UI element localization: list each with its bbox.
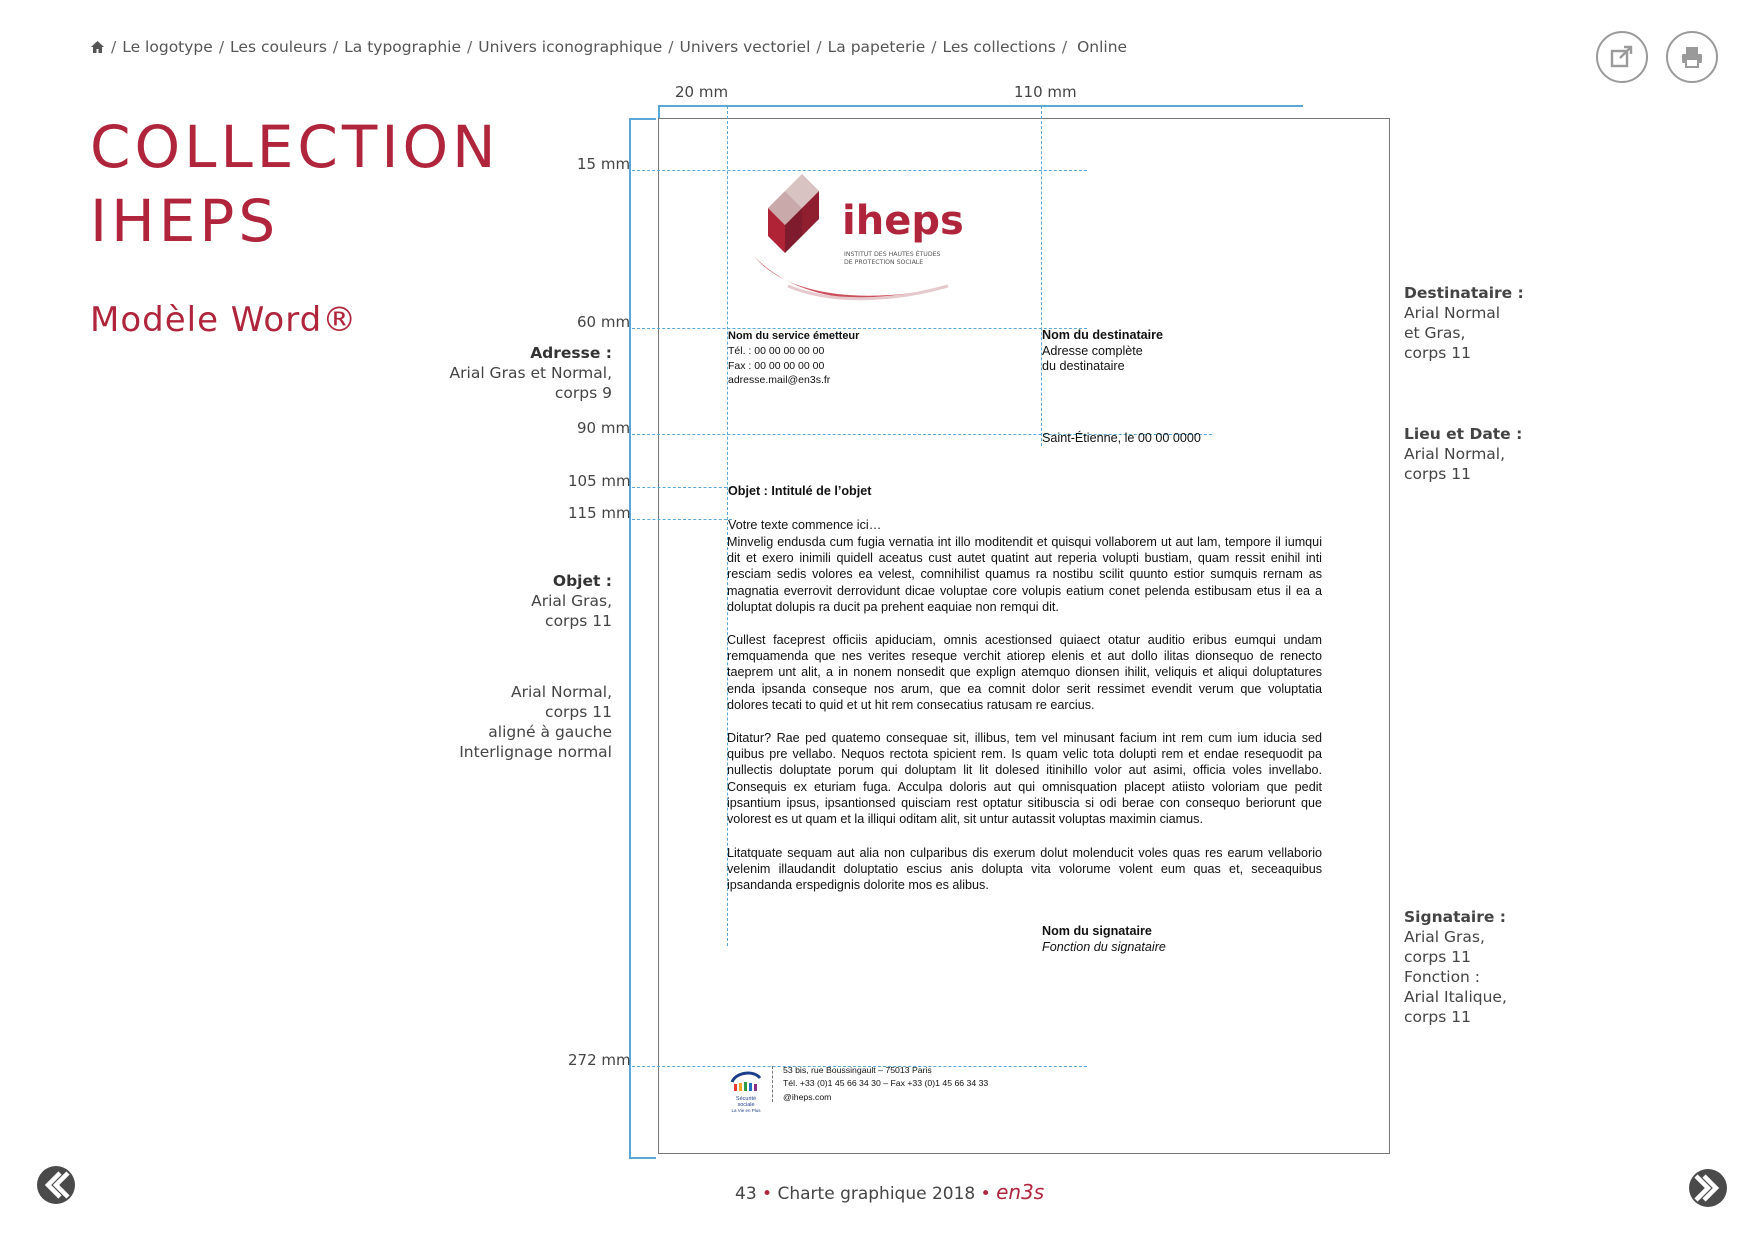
note-adresse-line-1: Arial Gras et Normal, <box>449 364 612 382</box>
letter-intro: Votre texte commence ici… <box>728 518 882 532</box>
breadcrumb-item-logotype[interactable]: Le logotype <box>122 38 213 56</box>
sender-name: Nom du service émetteur <box>728 330 860 342</box>
recipient-address-1: Adresse complète <box>1042 344 1143 358</box>
note-texte <box>380 682 612 762</box>
signatory-role: Fonction du signataire <box>1042 940 1166 954</box>
guide-105mm <box>632 487 732 488</box>
dim-115mm: 115 mm <box>568 504 631 522</box>
iheps-logo <box>748 168 978 313</box>
breadcrumb: / Le logotype / Les couleurs / La typographie / Univers iconographique / Univers vectoriel / La papeterie / Les collections / Online <box>90 38 1127 56</box>
sender-tel: Tél. : 00 00 00 00 00 <box>728 345 825 357</box>
note-destinataire-line-3: corps 11 <box>1404 344 1471 362</box>
signatory-name: Nom du signataire <box>1042 924 1152 938</box>
en3s-logo: en3s <box>996 1180 1045 1204</box>
note-objet-line-1: Arial Gras, <box>531 592 612 610</box>
home-icon[interactable] <box>90 40 105 54</box>
page-footer: 43 • Charte graphique 2018 • en3s <box>735 1180 1045 1204</box>
breadcrumb-item-papeterie[interactable]: La papeterie <box>827 38 926 56</box>
letter-paragraph-1: Minvelig endusda cum fugia vernatia int illo moditendit et quisqui vollaborem ut aut lam, tempore il iumqui dit et exero inimili quidell aceatus cust autet quatint aut reperia volupti bustiam, quam ressit enihil inti resciam sedis volores ea velest, comnihilist quamus ra nostibu scilit quunto estior sumquis rernam as magnatia everrovit derrovidunt dicae voluptae core volupis eatium conet pelenda estibusam etus il ea a doluptat dolupis ra ducit pa prehent eaquiae non remqui dit. <box>727 535 1322 614</box>
arrow-left-icon <box>36 1165 76 1205</box>
recipient-name: Nom du destinataire <box>1042 328 1164 342</box>
footer-tel: Tél. +33 (0)1 45 66 34 30 – Fax +33 (0)1 45 66 34 33 <box>783 1078 989 1088</box>
sender-fax: Fax : 00 00 00 00 00 <box>728 360 825 372</box>
note-signataire <box>1404 907 1507 1027</box>
dim-20mm: 20 mm <box>675 83 729 101</box>
title-line-2: IHEPS <box>90 187 280 255</box>
note-texte-line-3: aligné à gauche <box>488 723 612 741</box>
note-signataire-line-2: corps 11 <box>1404 948 1471 966</box>
page-title <box>90 110 500 258</box>
vertical-ruler <box>629 118 631 1158</box>
note-destinataire-line-2: et Gras, <box>1404 324 1466 342</box>
breadcrumb-item-collections[interactable]: Les collections <box>942 38 1056 56</box>
breadcrumb-item-typographie[interactable]: La typographie <box>344 38 461 56</box>
logo-tagline-2: DE PROTECTION SOCIALE <box>844 259 924 266</box>
breadcrumb-item-couleurs[interactable]: Les couleurs <box>230 38 327 56</box>
footer-web: @iheps.com <box>783 1092 832 1102</box>
dim-60mm: 60 mm <box>577 313 631 331</box>
logo-wordmark: iheps <box>842 198 964 244</box>
note-objet <box>380 571 612 631</box>
letter-paragraph-4: Litatquate sequam aut alia non culparibus dis exerum dolut molenducit voles quas res earum vellaborio velenim illaudandit doluptatio escius anis dolupta vita volorume volent eum quas et, seceaquibus ipsandanda erspedignis dolorite mos es alibus. <box>727 846 1322 893</box>
note-signataire-line-3: Fonction : <box>1404 968 1481 986</box>
footer-divider <box>772 1066 773 1102</box>
note-destinataire <box>1404 283 1524 363</box>
arrow-right-icon <box>1688 1168 1728 1208</box>
note-signataire-line-4: Arial Italique, <box>1404 988 1507 1006</box>
note-destinataire-line-1: Arial Normal <box>1404 304 1501 322</box>
note-texte-line-2: corps 11 <box>545 703 612 721</box>
breadcrumb-item-online[interactable]: Online <box>1077 38 1128 56</box>
note-objet-line-2: corps 11 <box>545 612 612 630</box>
note-signataire-line-5: corps 11 <box>1404 1008 1471 1026</box>
note-adresse <box>380 343 612 403</box>
breadcrumb-item-vectoriel[interactable]: Univers vectoriel <box>679 38 811 56</box>
document-title: Charte graphique 2018 <box>777 1184 976 1204</box>
note-lieu-line-2: corps 11 <box>1404 465 1471 483</box>
ruler-cap-bottom <box>629 1157 656 1159</box>
place-date: Saint-Étienne, le 00 00 0000 <box>1042 431 1201 445</box>
note-lieu-date <box>1404 424 1522 484</box>
ruler-cap-left <box>658 105 660 119</box>
note-signataire-line-1: Arial Gras, <box>1404 928 1485 946</box>
external-link-icon <box>1610 45 1634 69</box>
letter-paragraph-2: Cullest faceprest officiis apiduciam, omnis acestionsed quiaect otatur auditio eribus eumqui undam remquamenda que nes verites reseque verchit atiorep elenis et aut dollo ilitas dionsequo de renecto taeprem unt alit, a in nonem nonsedit que explign atemquo dionsen ihilit, veliquis et aliqui doluptatures enda ipsanda conseque nos arum, que ea comnit dolor serit ressimet evendit verum que voluptatia dolores tecati to quid et ut hit rem consecatius ratusam re earcius. <box>727 633 1322 712</box>
title-line-1: COLLECTION <box>90 113 500 181</box>
note-adresse-line-2: corps 9 <box>554 384 612 402</box>
logo-tagline-1: INSTITUT DES HAUTES ÉTUDES <box>844 251 941 258</box>
breadcrumb-item-iconographique[interactable]: Univers iconographique <box>478 38 663 56</box>
horizontal-ruler <box>658 105 1303 107</box>
page-subtitle: Modèle Word® <box>90 300 358 340</box>
guide-60mm <box>632 328 1087 329</box>
letter-paragraph-3: Ditatur? Rae ped quatemo consequae sit, illibus, tem vel minusant facium int rem cum ium iducia sed quibus pre vellabo. Nequos rectota spicient rem. Is quam velic tota dolupti rem et endae resequodit pa nullectis doluptate porum qui doluptam lit lit dolesed itinihillo volor aut asimi, officia voles invellabo. Consequis ex eturiam fuga. Acculpa doloris aut qui omnisquation placept atiisto voloriam que pedit ipsantium ipsus, ipsantionsed quisciam rest optatur sitibuscia si odi berae con consequo beriorunt que volorest es ut quam et la illiqui oditam alit, sit untur autassit voluptas maximin ciamus. <box>727 731 1322 827</box>
note-destinataire-title: Destinataire : <box>1404 284 1524 302</box>
dim-105mm: 105 mm <box>568 472 631 490</box>
dim-110mm: 110 mm <box>1014 83 1077 101</box>
sender-email: adresse.mail@en3s.fr <box>728 374 831 386</box>
guide-115mm <box>632 519 732 520</box>
letter-object: Objet : Intitulé de l’objet <box>728 484 872 498</box>
export-button[interactable] <box>1596 31 1648 83</box>
dim-15mm: 15 mm <box>577 155 631 173</box>
note-signataire-title: Signataire : <box>1404 908 1506 926</box>
note-adresse-title: Adresse : <box>530 344 612 362</box>
previous-page-button[interactable] <box>36 1165 76 1205</box>
secu-label-1: Sécurité sociale <box>735 1096 757 1108</box>
dim-90mm: 90 mm <box>577 419 631 437</box>
page-number: 43 <box>735 1184 757 1204</box>
dim-272mm: 272 mm <box>568 1051 631 1069</box>
guide-110mm <box>1041 106 1042 446</box>
note-texte-line-4: Interlignage normal <box>459 743 612 761</box>
securite-sociale-logo <box>728 1068 764 1113</box>
footer-address: 53 bis, rue Boussingault – 75013 Paris <box>783 1065 932 1075</box>
recipient-address-2: du destinataire <box>1042 359 1125 373</box>
note-lieu-title: Lieu et Date : <box>1404 425 1523 443</box>
note-lieu-line-1: Arial Normal, <box>1404 445 1506 463</box>
printer-icon <box>1680 45 1704 69</box>
next-page-button[interactable] <box>1688 1168 1728 1208</box>
print-button[interactable] <box>1666 31 1718 83</box>
note-objet-title: Objet : <box>552 572 612 590</box>
secu-label-2: La Vie en Plus <box>731 1108 761 1113</box>
note-texte-line-1: Arial Normal, <box>510 683 612 701</box>
ruler-cap-top <box>629 118 656 120</box>
